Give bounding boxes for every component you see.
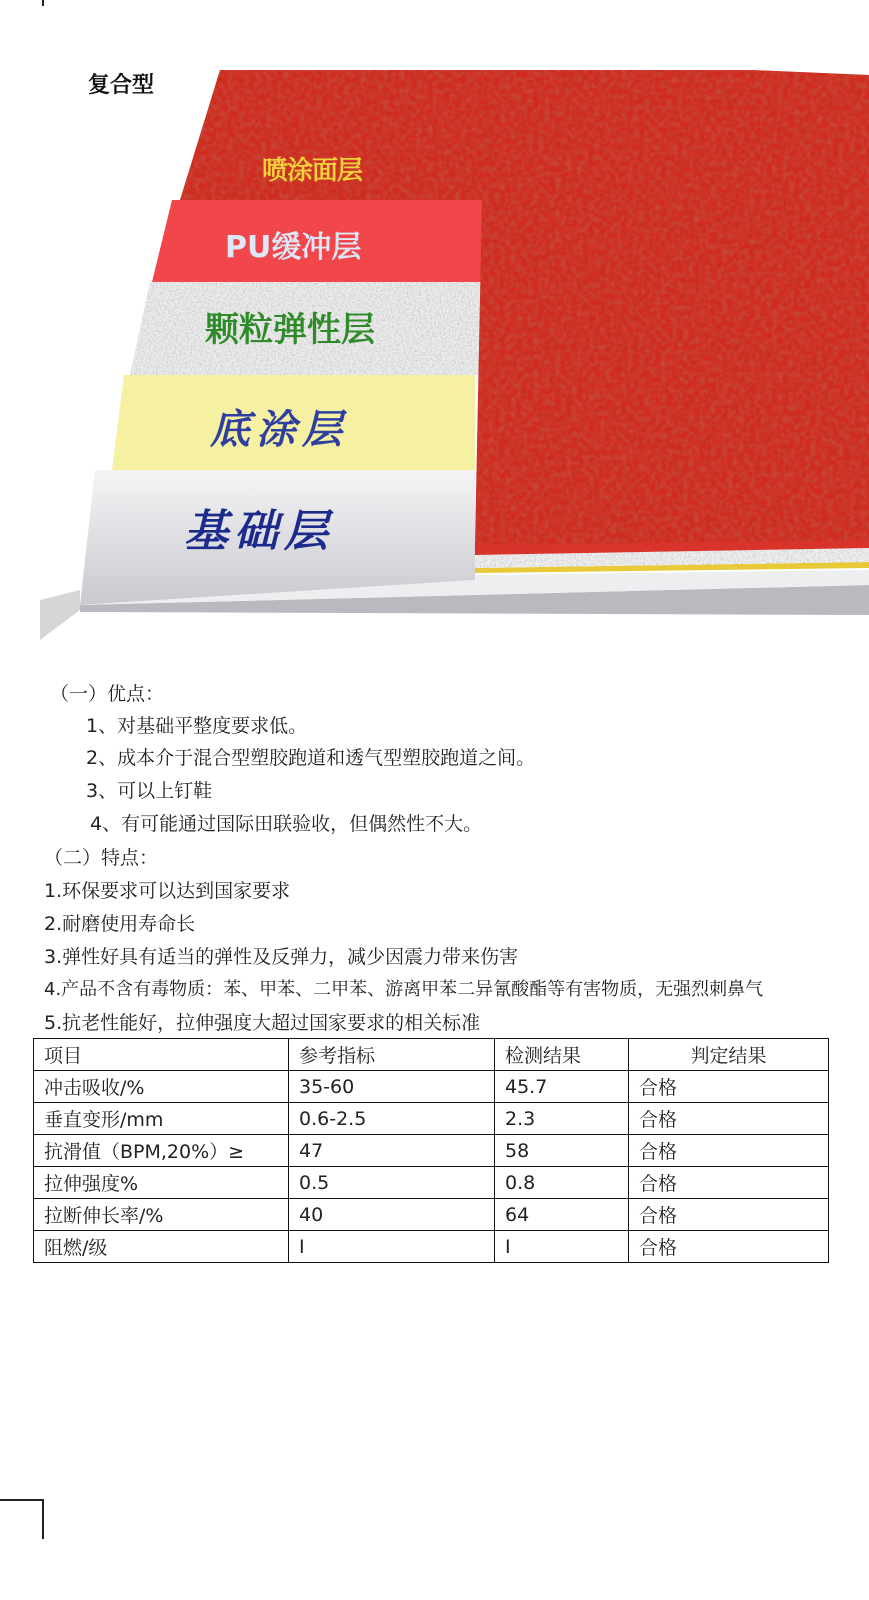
table-cell: 拉伸强度% [34,1167,289,1199]
table-cell: 35-60 [289,1071,495,1103]
table-cell: 40 [289,1199,495,1231]
table-cell: 合格 [629,1167,829,1199]
table-cell: 0.6-2.5 [289,1103,495,1135]
table-row [34,1071,829,1103]
table-row [34,1199,829,1231]
table-row [34,1231,829,1263]
table-cell: 冲击吸收/% [34,1071,289,1103]
table-cell: 45.7 [495,1071,629,1103]
corner-mark-bottom-v [42,1499,44,1539]
table-cell: 58 [495,1135,629,1167]
feature-item: 1.环保要求可以达到国家要求 [44,880,291,902]
diagram-title: 复合型 [88,73,155,98]
table-cell: 合格 [629,1231,829,1263]
layer-label-primer: 底涂层 [210,407,348,453]
table-cell: 合格 [629,1199,829,1231]
table-header-cell: 检测结果 [495,1039,629,1071]
layer-label-pu-cushion: PU缓冲层 [225,230,362,265]
table-cell: 合格 [629,1103,829,1135]
table-row [34,1167,829,1199]
table-cell: I [289,1231,495,1263]
layer-label-granule-elastic: 颗粒弹性层 [205,310,375,350]
table-cell: 2.3 [495,1103,629,1135]
layer-label-base: 基础层 [184,506,334,557]
table-row [34,1103,829,1135]
table-header-cell: 参考指标 [289,1039,495,1071]
table-cell: 0.8 [495,1167,629,1199]
advantage-item: 3、可以上钉鞋 [86,780,213,802]
table-header-cell: 判定结果 [629,1039,829,1071]
table-row [34,1135,829,1167]
table-cell: 垂直变形/mm [34,1103,289,1135]
table-cell: 64 [495,1199,629,1231]
feature-item: 4.产品不含有毒物质：苯、甲苯、二甲苯、游离甲苯二异氰酸酯等有害物质，无强烈刺鼻气 [44,979,764,1000]
layer-label-spray-surface: 喷涂面层 [262,156,363,186]
table-header-cell: 项目 [34,1039,289,1071]
feature-item: 3.弹性好具有适当的弹性及反弹力，减少因震力带来伤害 [44,946,519,968]
feature-item: 5.抗老性能好，拉伸强度大超过国家要求的相关标准 [44,1012,481,1034]
table-cell: 合格 [629,1135,829,1167]
advantage-item: 1、对基础平整度要求低。 [86,715,308,737]
layer-structure-diagram [0,0,869,660]
table-cell: 拉断伸长率/% [34,1199,289,1231]
test-results-table [33,1038,829,1263]
advantage-item: 4、有可能通过国际田联验收，但偶然性不大。 [90,813,483,835]
table-cell: 阻燃/级 [34,1231,289,1263]
advantage-item: 2、成本介于混合型塑胶跑道和透气型塑胶跑道之间。 [86,747,536,769]
table-cell: 0.5 [289,1167,495,1199]
advantages-heading: （一）优点： [50,683,165,705]
features-heading: （二）特点： [44,847,159,869]
layer-structure-illustration [0,0,869,660]
corner-mark-bottom-h [0,1499,44,1501]
table-header-row [34,1039,829,1071]
table-cell: 抗滑值（BPM,20%）≥ [34,1135,289,1167]
table-cell: 合格 [629,1071,829,1103]
feature-item: 2.耐磨使用寿命长 [44,913,196,935]
table-cell: I [495,1231,629,1263]
table-cell: 47 [289,1135,495,1167]
